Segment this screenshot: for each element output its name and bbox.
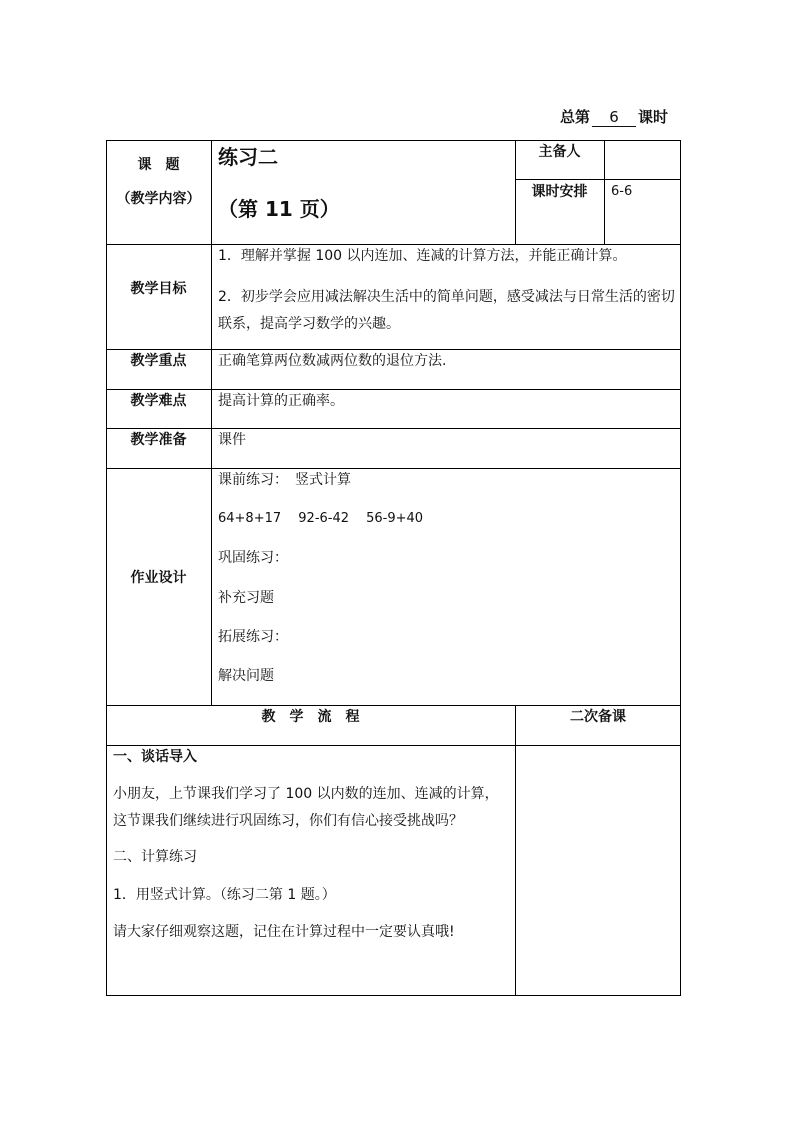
preparer-label: 主备人 <box>538 144 581 160</box>
lesson-page-ref: （第 11 页） <box>218 197 340 221</box>
homework-line-2: 64+8+17 92-6-42 56-9+40 <box>218 511 424 526</box>
homework-line-6: 解决问题 <box>218 668 274 684</box>
divider <box>106 705 681 706</box>
header-suffix: 课时 <box>638 108 669 126</box>
key-points-text: 正确笔算两位数减两位数的退位方法. <box>218 353 447 369</box>
homework-line-1: 课前练习： 竖式计算 <box>218 472 351 488</box>
homework-label: 作业设计 <box>130 570 187 586</box>
preparation-label: 教学准备 <box>130 432 187 448</box>
divider <box>604 140 605 244</box>
lesson-number-header <box>560 106 668 127</box>
section-1-text: 小朋友，上节课我们学习了 100 以内数的连加、连减的计算，这节课我们继续进行巩固练习，你们有信心接受挑战吗？ <box>113 786 499 830</box>
divider <box>106 745 681 746</box>
header-prefix: 总第 <box>560 108 591 126</box>
preparation-text: 课件 <box>218 432 246 448</box>
topic-label-line1: 课 题 <box>137 157 180 173</box>
divider <box>106 349 681 350</box>
divider <box>106 244 681 245</box>
divider <box>106 428 681 429</box>
divider <box>106 389 681 390</box>
lesson-title: 练习二 <box>218 145 278 169</box>
practice-item-1-note: 请大家仔细观察这题，记住在计算过程中一定要认真哦! <box>113 923 455 940</box>
goal-item-2: 2．初步学会应用减法解决生活中的简单问题，感受减法与日常生活的密切联系，提高学习数学的兴趣。 <box>218 289 675 332</box>
practice-item-1: 1．用竖式计算。（练习二第 1 题。） <box>113 886 336 903</box>
difficulties-label: 教学难点 <box>130 393 187 409</box>
lesson-number: 6 <box>592 108 636 127</box>
divider <box>515 179 681 180</box>
divider <box>106 468 681 469</box>
homework-line-4: 补充习题 <box>218 590 274 606</box>
goals-label: 教学目标 <box>130 281 187 297</box>
divider <box>211 140 212 705</box>
topic-label-line2: （教学内容） <box>116 191 201 208</box>
goal-item-1: 1．理解并掌握 100 以内连加、连减的计算方法，并能正确计算。 <box>218 248 627 264</box>
teaching-flow-header: 教 学 流 程 <box>261 709 360 725</box>
topic-label <box>106 155 211 210</box>
schedule-value: 6-6 <box>611 184 633 199</box>
second-prep-header: 二次备课 <box>570 709 626 725</box>
section-2-title: 二、计算练习 <box>113 849 197 866</box>
divider <box>515 705 516 996</box>
teaching-flow-content <box>113 747 511 942</box>
key-points-label: 教学重点 <box>130 353 187 369</box>
schedule-label: 课时安排 <box>531 184 588 200</box>
section-1-title: 一、谈话导入 <box>113 749 197 765</box>
difficulties-text: 提高计算的正确率。 <box>218 393 344 409</box>
homework-line-5: 拓展练习： <box>218 629 288 645</box>
homework-line-3: 巩固练习： <box>218 550 288 566</box>
